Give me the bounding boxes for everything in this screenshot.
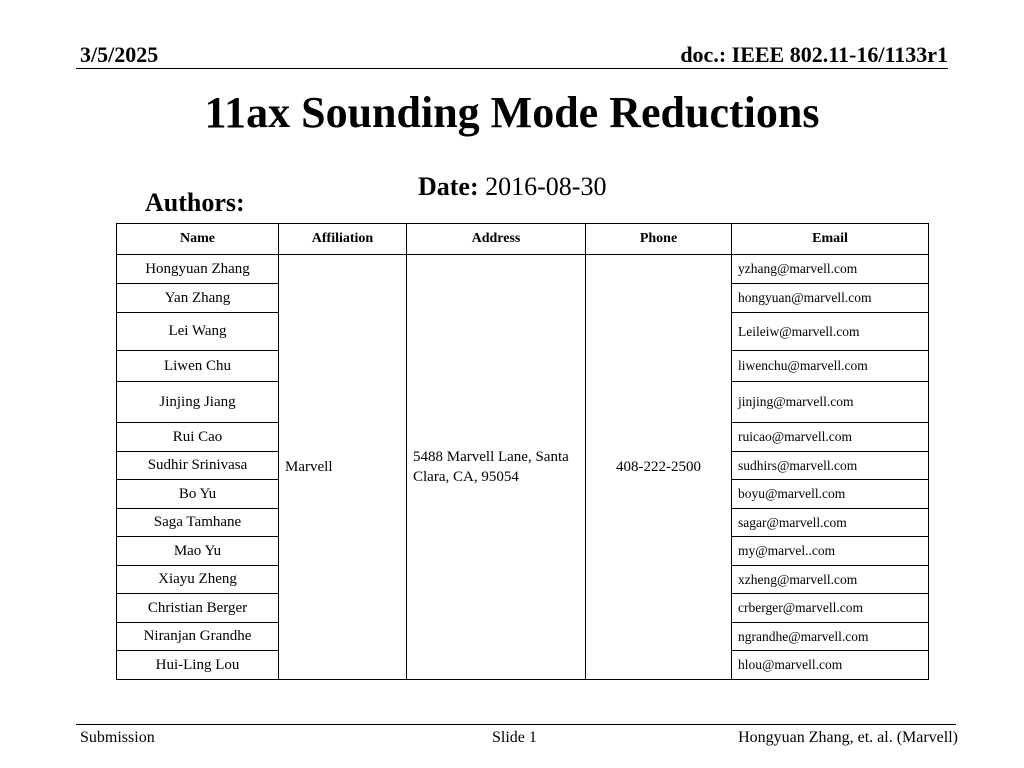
table-header-row xyxy=(117,224,929,255)
author-email: yzhang@marvell.com xyxy=(732,255,929,284)
table-row xyxy=(117,255,929,284)
author-name: Bo Yu xyxy=(117,480,279,509)
authors-table xyxy=(116,223,929,680)
author-email: boyu@marvell.com xyxy=(732,480,929,509)
author-email: liwenchu@marvell.com xyxy=(732,351,929,382)
affiliation-cell: Marvell xyxy=(279,255,407,680)
date-value: 2016-08-30 xyxy=(485,172,607,201)
header-date: 3/5/2025 xyxy=(80,42,159,67)
slide-title: 11ax Sounding Mode Reductions xyxy=(204,88,820,137)
author-email: hongyuan@marvell.com xyxy=(732,284,929,313)
header-divider xyxy=(76,68,948,69)
author-name: Sudhir Srinivasa xyxy=(117,452,279,480)
footer-slide-number: Slide 1 xyxy=(492,729,537,746)
author-name: Rui Cao xyxy=(117,423,279,452)
author-name: Saga Tamhane xyxy=(117,509,279,537)
author-name: Mao Yu xyxy=(117,537,279,566)
footer-authors: Hongyuan Zhang, et. al. (Marvell) xyxy=(738,729,958,746)
author-name: Yan Zhang xyxy=(117,284,279,313)
footer-submission: Submission xyxy=(80,729,155,746)
column-header-phone: Phone xyxy=(586,224,732,255)
header-doc-id: doc.: IEEE 802.11-16/1133r1 xyxy=(680,42,948,67)
author-email: ngrandhe@marvell.com xyxy=(732,623,929,651)
author-email: xzheng@marvell.com xyxy=(732,566,929,594)
column-header-address: Address xyxy=(407,224,586,255)
author-name: Lei Wang xyxy=(117,313,279,351)
phone-cell: 408-222-2500 xyxy=(586,255,732,680)
author-name: Xiayu Zheng xyxy=(117,566,279,594)
address-cell: 5488 Marvell Lane, Santa Clara, CA, 95054 xyxy=(407,255,586,680)
date-label: Date: xyxy=(418,172,479,201)
author-email: jinjing@marvell.com xyxy=(732,382,929,423)
author-email: hlou@marvell.com xyxy=(732,651,929,680)
author-name: Niranjan Grandhe xyxy=(117,623,279,651)
author-email: ruicao@marvell.com xyxy=(732,423,929,452)
column-header-email: Email xyxy=(732,224,929,255)
author-name: Christian Berger xyxy=(117,594,279,623)
author-name: Hui-Ling Lou xyxy=(117,651,279,680)
author-name: Liwen Chu xyxy=(117,351,279,382)
author-name: Hongyuan Zhang xyxy=(117,255,279,284)
author-email: crberger@marvell.com xyxy=(732,594,929,623)
column-header-affiliation: Affiliation xyxy=(279,224,407,255)
author-name: Jinjing Jiang xyxy=(117,382,279,423)
author-email: sagar@marvell.com xyxy=(732,509,929,537)
author-email: sudhirs@marvell.com xyxy=(732,452,929,480)
date-line xyxy=(418,172,606,202)
authors-heading: Authors: xyxy=(145,188,245,217)
column-header-name: Name xyxy=(117,224,279,255)
author-email: my@marvel..com xyxy=(732,537,929,566)
footer-divider xyxy=(76,724,956,725)
author-email: Leileiw@marvell.com xyxy=(732,313,929,351)
